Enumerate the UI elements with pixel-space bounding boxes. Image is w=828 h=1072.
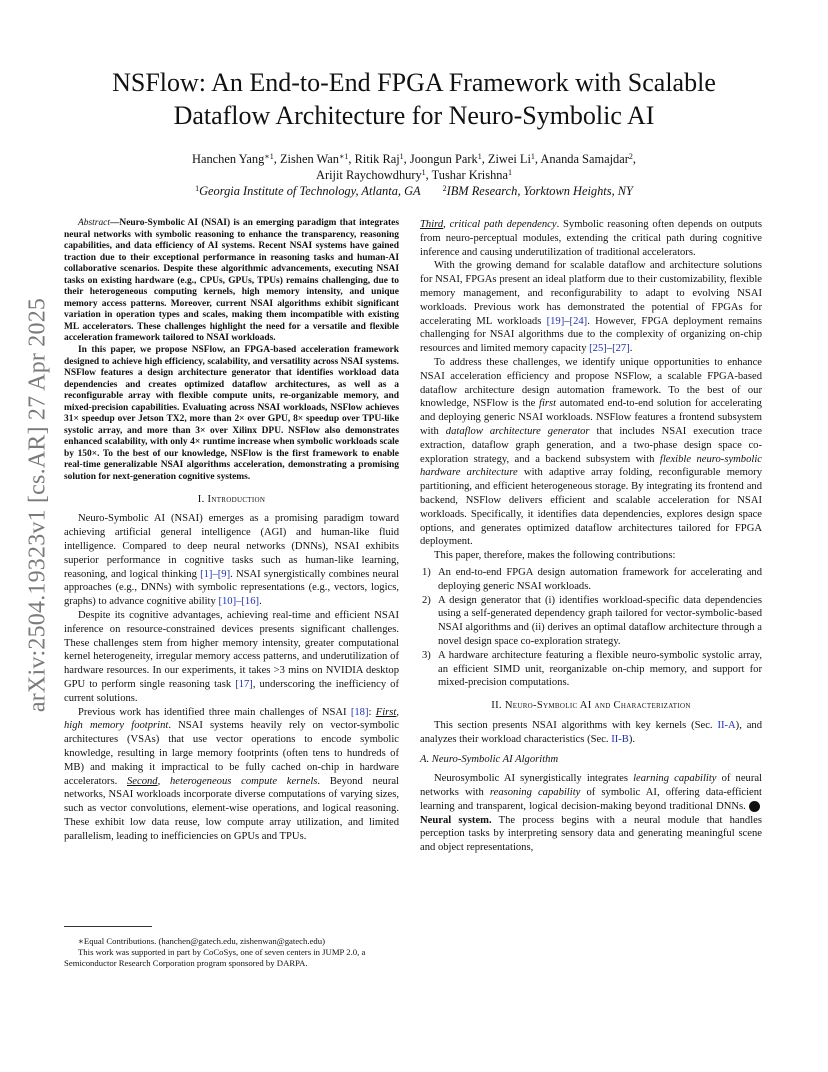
author-name: Arijit Raychowdhury — [316, 168, 422, 182]
right-column — [420, 218, 768, 855]
intro-paragraph-1: Neuro-Symbolic AI (NSAI) emerges as a promising paradigm toward achieving artificial general intelligence (AGI) and human-like fluid intelligence. Compared to deep neural networks (DNNs), NSAI exhibits superior performance in cognitive tasks such as human-like learning, reasoning, and logical thinking [1]–[9]. NSAI synergistically combines neural approaches (e.g., DNNs) with symbolic representations (e.g., vectors, logics, graphs) to advance cognitive ability [10]–[16]. — [64, 513, 399, 608]
author-affiliation-mark: 1 — [399, 152, 404, 161]
author-name: Zishen Wan — [279, 152, 339, 166]
subsection-heading-algorithm: A. Neuro-Symbolic AI Algorithm — [420, 754, 559, 766]
author-line-2: Arijit Raychowdhury$^1$, Tushar Krishna$^1$ — [316, 168, 512, 182]
list-item: 2) A design generator that (i) identifies workload-specific data dependencies using a self-generated dependency graph tailored for vector-symbolic-based NSAI algorithms and (ii) derives an optimal dataflow architecture through a novel design space co-exploration strategy. — [422, 594, 762, 647]
paper-title — [60, 66, 768, 132]
footnote-equal-contribution: ∗Equal Contributions. (hanchen@gatech.edu, zishenwan@gatech.edu) — [78, 936, 325, 946]
citation-link[interactable]: [27] — [612, 343, 630, 355]
intro-paragraph-3-continued: Third, critical path dependency. Symbolic reasoning often depends on outputs from neuro-perceptual modules, extending the critical path during cognitive inference and causing underutilization of traditional accelerators. — [420, 219, 762, 258]
list-item: 1) An end-to-end FPGA design automation framework for accelerating and deploying generic NSAI workloads. — [422, 566, 762, 592]
author-line-1: Hanchen Yang$^{∗1}$, Zishen Wan$^{∗1}$, Ritik Raj$^1$, Joongun Park$^1$, Ziwei Li$^1$, Ananda Samajdar$^2$, — [192, 152, 636, 166]
author-name: Hanchen Yang — [192, 152, 265, 166]
section-heading-nsai: II. Neuro-Symbolic AI and Characterization — [491, 700, 691, 712]
citation-link[interactable]: [24] — [569, 315, 588, 327]
title-line-1: NSFlow: An End-to-End FPGA Framework with Scalable — [112, 68, 716, 97]
affiliation-2: IBM Research, Yorktown Heights, NY — [446, 184, 633, 198]
footnotes — [64, 936, 399, 970]
left-column — [64, 218, 399, 844]
abstract-label: Abstract — [78, 218, 110, 228]
section-heading-introduction: I. Introduction — [197, 493, 266, 505]
abstract — [64, 218, 399, 484]
affiliation-1-sup: 1 — [195, 184, 200, 193]
affiliations — [60, 183, 768, 199]
intro-paragraph-6: This paper, therefore, makes the following contributions: — [434, 550, 676, 562]
citation-link[interactable]: [18] — [350, 706, 369, 718]
arxiv-stamp-text: arXiv:2504.19323v1 [cs.AR] 27 Apr 2025 — [24, 297, 51, 713]
footnote-divider — [64, 926, 152, 927]
abstract-text-1: —Neuro-Symbolic AI (NSAI) is an emerging paradigm that integrates neural networks with symbolic reasoning to enhance the transparency, reasoning capabilities, and data efficiency of AI systems. Recent NSAI systems have gained traction due to their exceptional performance in reasoning tasks and human-AI collaborative scenarios. Despite these algorithmic advancements, executing NSAI tasks on existing hardware (e.g., CPUs, GPUs, TPUs) remains challenging, due to their heterogeneous computing kernels, high memory intensity, and unique memory access patterns. Moreover, current NSAI algorithms exhibit significant variation in operation types and scales, making them incompatible with existing ML accelerators. These challenges highlight the need for a versatile and flexible acceleration framework tailored to NSAI workloads. — [64, 218, 399, 344]
author-affiliation-mark: ∗1 — [338, 152, 349, 161]
author-name: Joongun Park — [409, 152, 478, 166]
affiliation-1: Georgia Institute of Technology, Atlanta, GA — [199, 184, 421, 198]
section-link[interactable]: II-B — [611, 733, 629, 745]
affiliation-2-sup: 2 — [442, 184, 447, 193]
author-name: Tushar Krishna — [431, 168, 508, 182]
intro-paragraph-4: With the growing demand for scalable dataflow and architecture solutions for NSAI, FPGAs present an ideal platform due to their customizability, flexible memory management, and reconfigurability to adapt to evolving NSAI workloads. Previous work has demonstrated the potential of FPGAs for accelerating ML workloads [19]–[24]. However, FPGA deployment remains challenging for NSAI algorithms due to the complexity of organizing on-chip resources and limited memory capacity [25]–[27]. — [420, 260, 763, 355]
author-block — [60, 151, 768, 199]
author-affiliation-mark: 1 — [507, 168, 512, 177]
author-name: Ritik Raj — [354, 152, 400, 166]
citation-link[interactable]: [10]–[16] — [218, 596, 260, 608]
list-item: 3) A hardware architecture featuring a flexible neuro-symbolic systolic array, an efficient SIMD unit, reorganizable on-chip memory, and support for mixed-precision computations. — [422, 649, 762, 689]
citation-link[interactable]: [25] — [589, 343, 607, 355]
section-link[interactable]: II-A — [717, 719, 736, 731]
footnote-funding: This work was supported in part by CoCoSys, one of seven centers in JUMP 2.0, a Semiconductor Research Corporation program sponsored by DARPA. — [64, 947, 366, 969]
section2-paragraph-1: This section presents NSAI algorithms with key kernels (Sec. II-A), and analyzes their workload characteristics (Sec. II-B). — [420, 719, 762, 745]
section2a-paragraph-1: Neurosymbolic AI synergistically integrates learning capability of neural networks with reasoning capability of symbolic AI, offering data-efficient learning and transparent, logical decision-making beyond traditional DNNs. 1Neural system. The process begins with a neural module that handles perception tasks by interpreting sensory data and generating meaningful scene and object representations, — [420, 773, 768, 854]
author-name: Ananda Samajdar — [540, 152, 629, 166]
abstract-paragraph-1 — [64, 218, 399, 345]
author-affiliation-mark: 1 — [477, 152, 482, 161]
intro-paragraph-3: Previous work has identified three main challenges of NSAI [18]: First, high memory footprint. NSAI systems heavily rely on vector-symbolic architectures (VSAs) that use vector operations to encode symbolic knowledge, resulting in large memory footprints (often tens to hundreds of MB) and making it impractical to be fully cached on-chip in hardware accelerators. Second, heterogeneous compute kernels. Beyond neural networks, NSAI workloads incorporate diverse computations of varying sizes, such as vector convolutions, element-wise operations, and logical reasoning. These exhibit low data reuse, low compute array utilization, and limited parallelism, leading to inefficiencies on GPUs and TPUs. — [64, 706, 400, 842]
author-affiliation-mark: ∗1 — [264, 152, 274, 161]
intro-paragraph-5: To address these challenges, we identify unique opportunities to enhance NSAI acceleration efficiency and propose NSFlow, a scalable FPGA-based dataflow architecture design automation framework. To the best of our knowledge, NSFlow is the first automated end-to-end solution for accelerating and deploying generic NSAI workloads. NSFlow features a frontend subsystem with dataflow architecture generator that includes NSAI execution trace extraction, dataflow graph generation, and a two-phase design space co-exploration strategy, and a backend subsystem with flexible neuro-symbolic hardware architecture with adaptive array folding, reconfigurable memory partitioning, and efficient heterogeneous storage. By integrating its frontend and backend, NSFlow delivers efficient and scalable acceleration for NSAI workloads. Specifically, it identifies data dependencies, explores design space options, and generates optimized dataflow architectures tailored for FPGA deployment. — [420, 356, 762, 548]
title-line-2: Dataflow Architecture for Neuro-Symbolic AI — [173, 101, 655, 130]
step-number-badge: 1 — [749, 801, 760, 812]
contributions-list — [420, 566, 762, 690]
intro-paragraph-2: Despite its cognitive advantages, achieving real-time and efficient NSAI inference on resource-constrained devices presents significant challenges. These challenges stem from higher memory intensity, greater computational kernel heterogeneity, irregular memory access patterns, and underutilization of hardware resources. In our experiments, it takes >3 mins on NVIDIA desktop GPU to perform single reasoning task [17], underscoring the inefficiency of current solutions. — [64, 609, 400, 704]
abstract-paragraph-2: In this paper, we propose NSFlow, an FPGA-based acceleration framework designed to achieve high efficiency, scalability, and versatility across NSAI systems. NSFlow features a design architecture generator that identifies workload data dependencies and creates optimized dataflow architectures, as well as a reconfigurable array with flexible compute units, re-organizable memory, and mixed-precision capabilities. Evaluating across NSAI workloads, NSFlow achieves 31× speedup over Jetson TX2, more than 2× over GPU, 8× speedup over TPU-like systolic array, and more than 3× over Xilinx DPU. NSFlow also demonstrates enhanced scalability, with only 4× runtime increase when symbolic workloads scale by 150×. To the best of our knowledge, NSFlow is the first framework to enable real-time generalizable NSAI algorithms acceleration, demonstrating a promising solution for next-generation cognitive systems. — [64, 345, 399, 483]
author-affiliation-mark: 2 — [628, 152, 633, 161]
citation-link[interactable]: [19] — [546, 315, 565, 327]
arxiv-stamp — [22, 285, 54, 725]
citation-link[interactable]: [17] — [235, 678, 253, 690]
author-affiliation-mark: 1 — [530, 152, 535, 161]
citation-link[interactable]: [1]–[9] — [200, 568, 231, 580]
author-name: Ziwei Li — [487, 152, 531, 166]
author-affiliation-mark: 1 — [421, 168, 426, 177]
